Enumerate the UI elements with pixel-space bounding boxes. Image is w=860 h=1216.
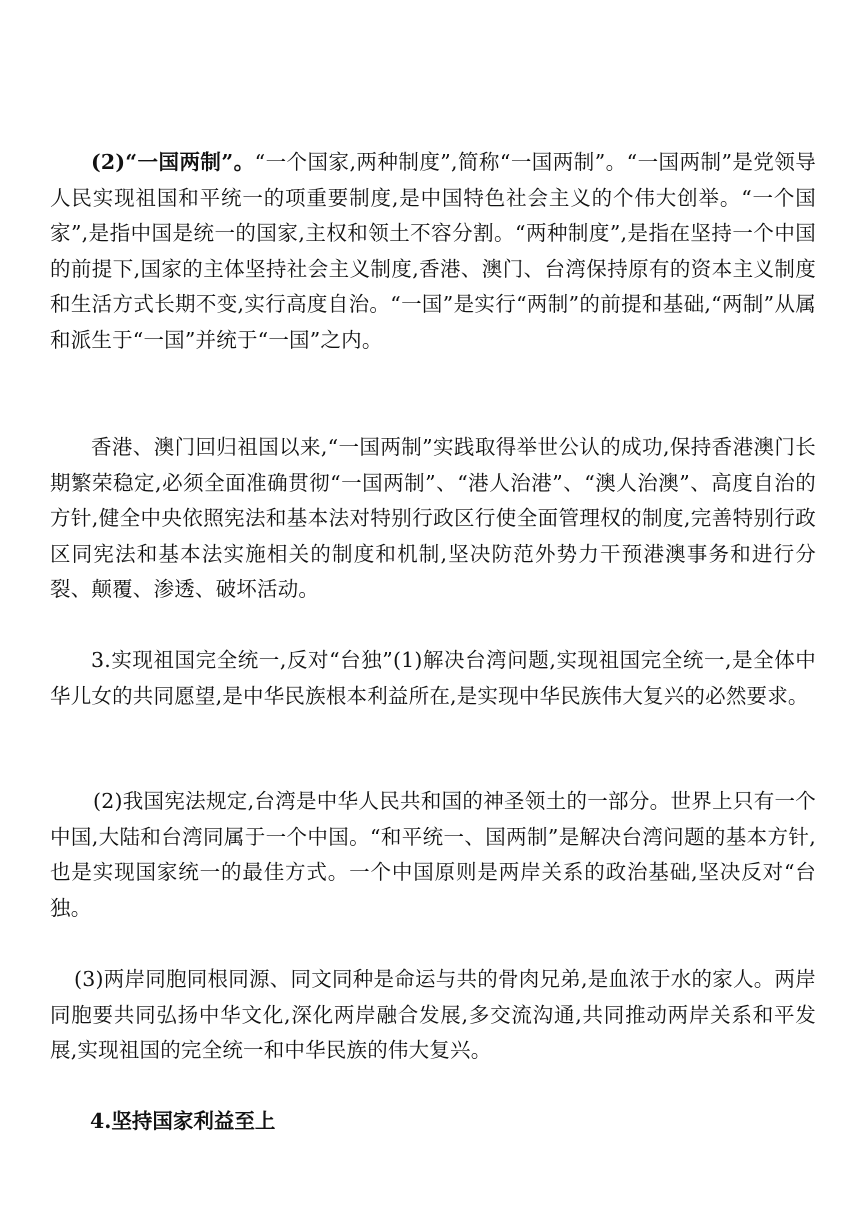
paragraph-lead-bold: (2)“一国两制”。 xyxy=(91,150,255,174)
paragraph-reunification: 3.实现祖国完全统一,反对“台独”(1)解决台湾问题,实现祖国完全统一,是全体中华儿女的共同愿望,是中华民族根本利益所在,是实现中华民族伟大复兴的必然要求。 xyxy=(50,648,816,708)
paragraph-body: “一个国家,两种制度”,简称“一国两制”。“一国两制”是党领导人民实现祖国和平统一的项重要制度,是中国特色社会主义的个伟大创举。“一个国家”,是指中国是统一的国家,主权和领土不容分割。“两种制度”,是指在坚持一个中国的前提下,国家的主体坚持社会主义制度,香港、澳门、台湾保持原有的资本主义制度和生活方式长期不变,实行高度自治。“一国”是实行“两制”的前提和基础,“两制”从属和派生于“一国”并统于“一国”之内。 xyxy=(50,150,816,352)
paragraph-hong-kong-macau: 香港、澳门回归祖国以来,“一国两制”实践取得举世公认的成功,保持香港澳门长期繁荣稳定,必须全面准确贯彻“一国两制”、“港人治港”、“澳人治澳”、高度自治的方针,健全中央依照宪法和基本法对特别行政区行使全面管理权的制度,完善特别行政区同宪法和基本法实施相关的制度和机制,坚决防范外势力干预港澳事务和进行分裂、颠覆、渗透、破坏活动。 xyxy=(50,435,816,602)
paragraph-one-country-two-systems xyxy=(50,145,816,359)
section-heading-national-interest: 4.坚持国家利益至上 xyxy=(90,1109,276,1133)
paragraph-constitution-taiwan: (2)我国宪法规定,台湾是中华人民共和国的神圣领土的一部分。世界上只有一个中国,大陆和台湾同属于一个中国。“和平统一、国两制”是解决台湾问题的基本方针,也是实现国家统一的最佳方式。一个中国原则是两岸关系的政治基础,坚决反对“台独。 xyxy=(50,789,816,920)
paragraph-compatriots: (3)两岸同胞同根同源、同文同种是命运与共的骨肉兄弟,是血浓于水的家人。两岸同胞要共同弘扬中华文化,深化两岸融合发展,多交流沟通,共同推动两岸关系和平发展,实现祖国的完全统一和中华民族的伟大复兴。 xyxy=(50,967,816,1063)
